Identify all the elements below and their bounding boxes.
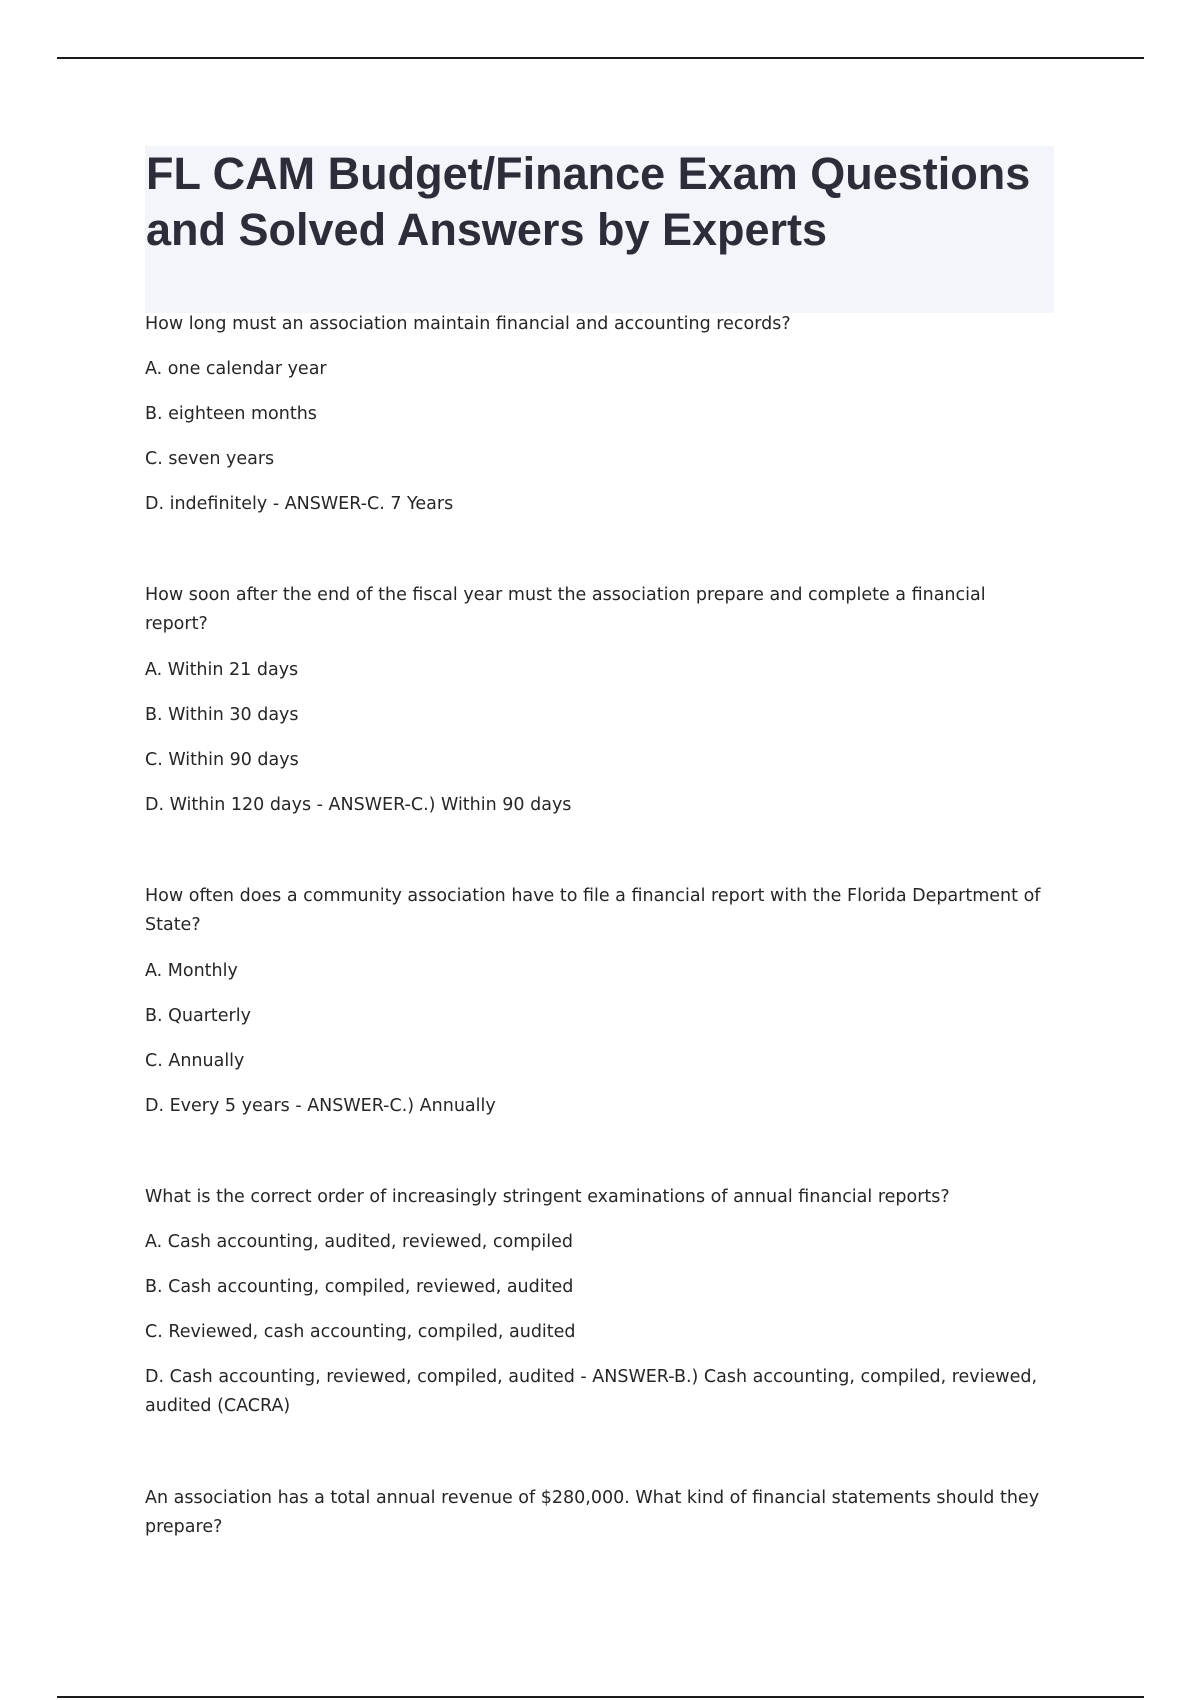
question-text: An association has a total annual revenue of $280,000. What kind of financial statements should they prepare? [145, 1488, 1040, 1537]
question-text: How soon after the end of the fiscal year must the association prepare and complete a financial report? [145, 585, 986, 634]
question-text: How long must an association maintain financial and accounting records? [145, 314, 791, 334]
document-title: FL CAM Budget/Finance Exam Questions and Solved Answers by Experts [146, 148, 1031, 255]
question-block-5 [145, 1484, 1045, 1559]
document-body [145, 310, 1045, 1559]
question-text: How often does a community association have to file a financial report with the Florida Department of State? [145, 886, 1041, 935]
option-c: C. Reviewed, cash accounting, compiled, audited [145, 1322, 576, 1342]
option-c: C. Within 90 days [145, 750, 299, 770]
option-d-with-answer: D. Every 5 years - ANSWER-C.) Annually [145, 1096, 496, 1116]
question-block-2 [145, 581, 1045, 836]
option-d-with-answer: D. indefinitely - ANSWER-C. 7 Years [145, 494, 454, 514]
option-c: C. Annually [145, 1051, 245, 1071]
option-a: A. Within 21 days [145, 660, 299, 680]
option-a: A. one calendar year [145, 359, 327, 379]
option-b: B. Cash accounting, compiled, reviewed, audited [145, 1277, 574, 1297]
question-block-3 [145, 882, 1045, 1137]
header-rule [57, 57, 1144, 59]
option-a: A. Monthly [145, 961, 238, 981]
option-d-with-answer: D. Cash accounting, reviewed, compiled, audited - ANSWER-B.) Cash accounting, compiled, reviewed, audited (CACRA) [145, 1367, 1038, 1416]
option-d-with-answer: D. Within 120 days - ANSWER-C.) Within 90 days [145, 795, 572, 815]
option-a: A. Cash accounting, audited, reviewed, compiled [145, 1232, 574, 1252]
footer-rule [57, 1696, 1144, 1698]
option-c: C. seven years [145, 449, 275, 469]
question-text: What is the correct order of increasingly stringent examinations of annual financial reports? [145, 1187, 950, 1207]
question-block-4 [145, 1183, 1045, 1438]
option-b: B. eighteen months [145, 404, 317, 424]
option-b: B. Quarterly [145, 1006, 251, 1026]
question-block-1 [145, 310, 1045, 535]
option-b: B. Within 30 days [145, 705, 299, 725]
